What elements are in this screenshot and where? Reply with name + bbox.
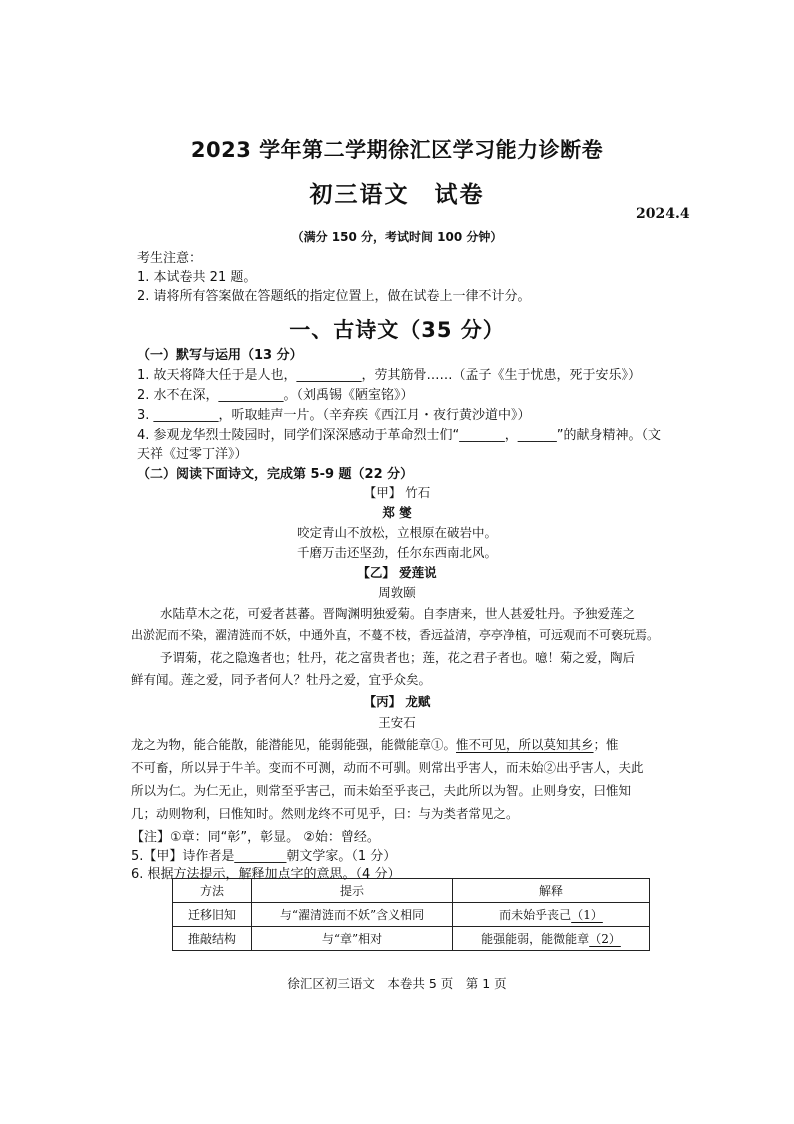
answer-blank-2: （2）	[589, 932, 621, 946]
underlined-sentence: 惟不可见，所以莫知其乡	[456, 737, 594, 752]
text-bing-line-1: 龙之为物，能合能散，能潜能见，能弱能强，能微能章①。惟不可见，所以莫知其乡；惟	[131, 737, 619, 752]
table-header-row	[173, 879, 650, 903]
text-yi-title: 【乙】 爱莲说	[357, 565, 437, 580]
exam-date: 2024.4	[636, 206, 690, 222]
part2-heading: （二）阅读下面诗文，完成第 5-9 题（22 分）	[137, 467, 414, 482]
question-5: 5.【甲】诗作者是________朝文学家。（1 分）	[131, 849, 397, 864]
page-footer: 徐汇区初三语文 本卷共 5 页 第 1 页	[287, 976, 507, 991]
text-yi-line-3: 予谓菊，花之隐逸者也；牡丹，花之富贵者也；莲，花之君子者也。噫！菊之爱，陶后	[160, 650, 636, 665]
table-cell: 与“濯清涟而不妖”含义相同	[252, 903, 453, 927]
poem-jia-author: 郑 燮	[382, 505, 412, 520]
answer-blank-1: （1）	[571, 908, 603, 922]
exam-subtitle: 初三语文 试卷	[309, 182, 485, 208]
score-note: （满分 150 分，考试时间 100 分钟）	[291, 230, 503, 244]
text-bing-author: 王安石	[378, 715, 416, 730]
table-cell: 能强能弱，能微能章（2）	[453, 927, 650, 951]
poem-jia-line-2: 千磨万击还坚劲，任尔东西南北风。	[296, 545, 497, 560]
poem-jia-title: 【甲】 竹石	[363, 485, 431, 500]
table-cell: 与“章”相对	[252, 927, 453, 951]
table-cell: 而未始乎丧己（1）	[453, 903, 650, 927]
table-header: 提示	[252, 879, 453, 903]
text-bing-line-4: 几；动则物利，曰惟知时。然则龙终不可见乎，曰：与为类者常见之。	[131, 806, 519, 821]
text-bing-line-3: 所以为仁。为仁无止，则常至乎害己，而未始至乎丧己，夫此所以为智。止则身安，曰惟知	[131, 783, 632, 798]
question-1: 1. 故天将降大任于是人也，__________，劳其筋骨……（孟子《生于忧患，死于安乐》）	[137, 368, 642, 383]
notice-heading: 考生注意：	[137, 251, 203, 266]
poem-jia-line-1: 咬定青山不放松，立根原在破岩中。	[296, 525, 497, 540]
text-yi-author: 周敦颐	[378, 585, 416, 600]
table-cell: 推敲结构	[173, 927, 252, 951]
text-yi-line-4: 鲜有闻。莲之爱，同予者何人？牡丹之爱，宜乎众矣。	[131, 672, 432, 687]
text-yi-line-2: 出淤泥而不染，濯清涟而不妖，中通外直，不蔓不枝，香远益清，亭亭净植，可远观而不可亵玩焉。	[131, 628, 660, 642]
table-row	[173, 903, 650, 927]
question-6: 6. 根据方法提示，解释加点字的意思。（4 分）	[131, 867, 401, 882]
section-title: 一、古诗文（35 分）	[289, 318, 505, 342]
question-2: 2. 水不在深，__________。（刘禹锡《陋室铭》）	[137, 388, 414, 403]
question-4: 4. 参观龙华烈士陵园时，同学们深深感动于革命烈士们“_______，______”的献身精神。（文	[137, 428, 662, 443]
text-bing-line-2: 不可畜，所以异于牛羊。变而不可测，动而不可驯。则常出乎害人，而未始②出乎害人，夫此	[131, 760, 644, 775]
table-header: 解释	[453, 879, 650, 903]
table-cell: 迁移旧知	[173, 903, 252, 927]
exam-title: 2023 学年第二学期徐汇区学习能力诊断卷	[190, 138, 604, 162]
notice-item-2: 2. 请将所有答案做在答题纸的指定位置上，做在试卷上一律不计分。	[137, 289, 531, 304]
part1-heading: （一）默写与运用（13 分）	[137, 348, 303, 363]
text-yi-line-1: 水陆草木之花，可爱者甚蕃。晋陶渊明独爱菊。自李唐来，世人甚爱牡丹。予独爱莲之	[160, 606, 636, 621]
annotation-note: 【注】①章：同“彰”，彰显。 ②始：曾经。	[131, 830, 380, 845]
table-row	[173, 927, 650, 951]
text-bing-title: 【丙】 龙赋	[363, 694, 431, 709]
question-3: 3. __________，听取蛙声一片。（辛弃疾《西江月・夜行黄沙道中》）	[137, 408, 531, 423]
table-header: 方法	[173, 879, 252, 903]
method-table	[172, 878, 650, 951]
question-4-cont: 天祥《过零丁洋》）	[137, 447, 248, 462]
notice-item-1: 1. 本试卷共 21 题。	[137, 270, 257, 285]
